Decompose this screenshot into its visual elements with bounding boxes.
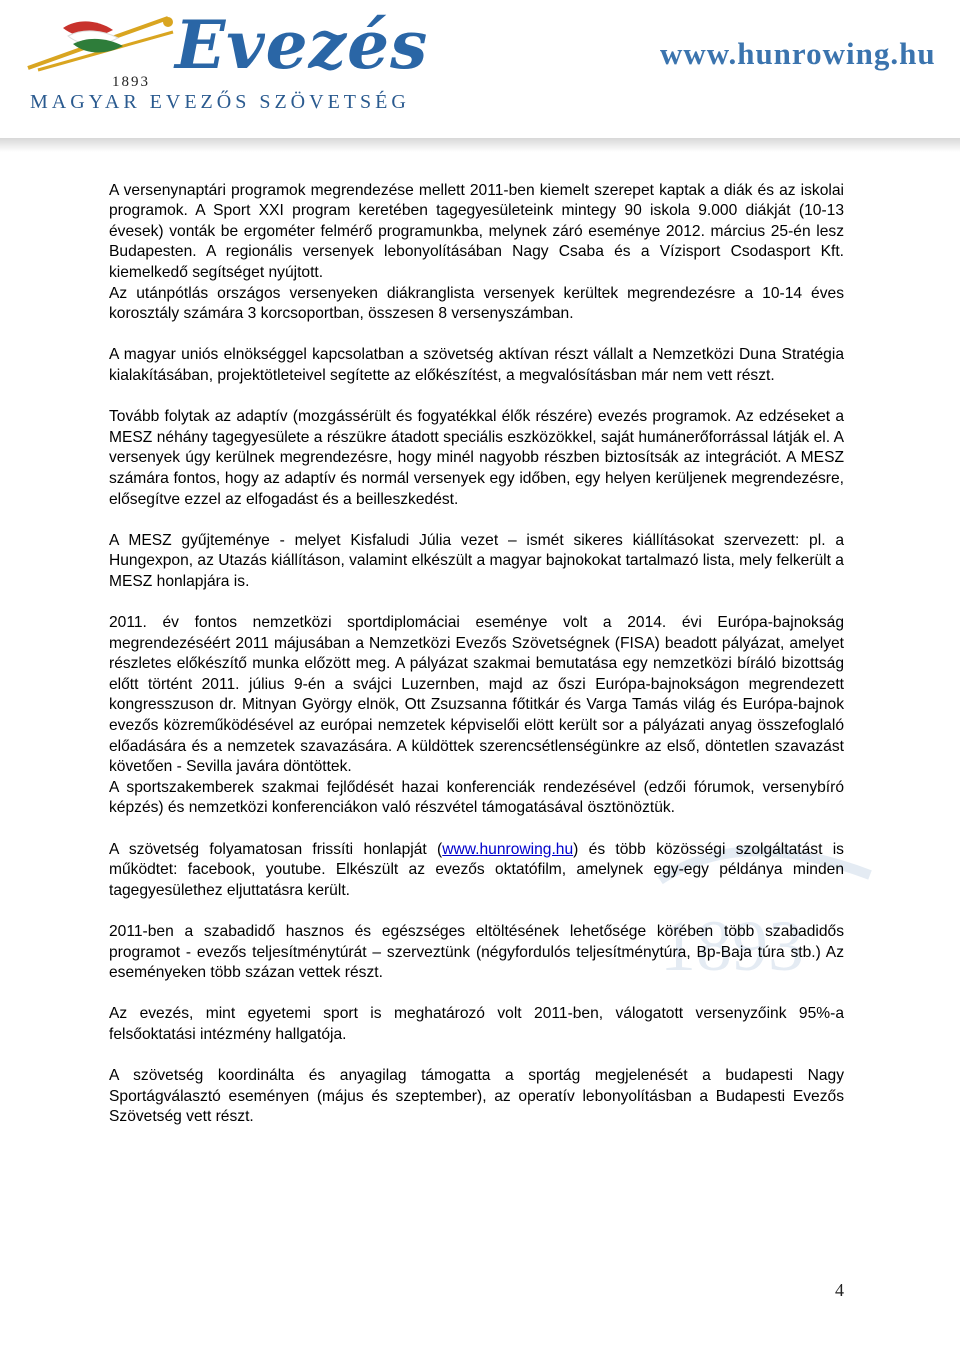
paragraph: A MESZ gyűjteménye - melyet Kisfaludi Júlia vezet – ismét sikeres kiállításokat szervezett: pl. a Hungexpon, az Utazás kiállításon, valamint elkészült a magyar bajnokokat tartalmazó lista, mely felkerült a MESZ honlapjára is. — [109, 531, 844, 590]
paragraph: 2011-ben a szabadidő hasznos és egészséges eltöltésének lehetősége körében több szabadidős programot - evezős teljesítménytúrát – szerveztünk (négyfordulós teljesítménytúra, Bp-Baja túra stb.) Az eseményeken több százan vettek részt. — [109, 922, 844, 982]
page-number: 4 — [835, 1280, 844, 1300]
paragraph: A versenynaptári programok megrendezése mellett 2011-ben kiemelt szerepet kaptak a diák és az iskolai programok. A Sport XXI program keretében tagegyesületeink mintegy 90 iskola 9.000 diákját (10-13 évesek) vonták be ergométer felmérő programunkba, melynek záró eseménye 2012. március 25-én lesz Budapesten. A regionális versenyek lebonyolításában Nagy Csaba és a Vízisport Csodasport Kft. kiemelkedő segítséget nyújtott. — [109, 181, 844, 281]
paragraph: A magyar uniós elnökséggel kapcsolatban a szövetség aktívan részt vállalt a Nemzetközi Duna Stratégia kialakításában, projektötleteivel segítette az előkészítést, a megvalósításban már nem vett részt. — [109, 346, 844, 384]
website-url: www.hunrowing.hu — [660, 36, 936, 71]
rowing-logo-icon — [18, 8, 178, 88]
paragraph: 2011. év fontos nemzetközi sportdiplomáciai eseménye volt a 2014. évi Európa-bajnokság megrendezéséért 2011 májusában a Nemzetközi Evezős Szövetségnek (FISA) beadott pályázat, amelyet részletes előkészítő munka előzött meg. A pályázat szakmai bemutatása egy nemzetközi bíráló bizottság előtt történt 2011. július 9-én a svájci Luzernben, majd az őszi Európa-bajnokságon megrendezett kongresszuson dr. Mitnyan György elnök, Ott Zsuzsanna főtitkár és Varga Tamás világ és Európa-bajnok evezős közreműködésével az európai nemzetek képviselői elött került sor a pályázati anyag összefoglaló előadására és a nemzetek szavazására. A küldöttek szerencsétlenségünkre az első, döntetlen szavazást követően - Sevilla javára döntöttek. — [109, 614, 844, 776]
watermark-year: 1893 — [660, 906, 804, 986]
website-link[interactable]: www.hunrowing.hu — [442, 840, 574, 858]
text-span: ) és több közösségi szolgáltatást is működtet: facebook, youtube. Elkészült az evezős oktatófilm, amelynek egy-egy példánya minden tagegyesülethez eljuttatásra került. — [109, 840, 844, 899]
document-body — [109, 160, 844, 1128]
text-span: A szövetség folyamatosan frissíti honlapját ( — [109, 840, 443, 858]
paragraph: A szövetség koordinálta és anyagilag támogatta a sportág megjelenését a budapesti Nagy Sportágválasztó eseményen (május és szeptember), az operatív lebonyolításban a Budapesti Evezős Szövetség vett részt. — [109, 1067, 844, 1126]
paragraph: A sportszakemberek szakmai fejlődését hazai konferenciák rendezésével (edzői fórumok, versenybíró képzés) és nemzetközi konferenciákon való részvétel támogatásával ösztönöztük. — [109, 778, 844, 817]
page-header — [0, 0, 960, 160]
paragraph: Az evezés, mint egyetemi sport is meghatározó volt 2011-ben, válogatott versenyzőink 95%-a felsőoktatási intézmény hallgatója. — [109, 1005, 844, 1043]
brand-title: Evezés — [175, 6, 429, 84]
paragraph: Tovább folytak az adaptív (mozgássérült és fogyatékkal élők részére) evezés programok. Az edzéseket a MESZ néhány tagegyesülete a részükre átadott speciális eszközökkel, saját humánerőforrással látják el. A versenyek úgy kerülnek megrendezésre, hogy minél nagyobb részben biztosítsák az integrációt. A MESZ számára fontos, hogy az adaptív és normál versenyek egy időben, egy helyen kerüljenek megrendezésre, elősegítve ezzel az elfogadást és a beilleszkedést. — [109, 408, 844, 508]
paragraph-with-link — [109, 840, 844, 902]
organization-name: MAGYAR EVEZŐS SZÖVETSÉG — [30, 91, 410, 113]
paragraph: Az utánpótlás országos versenyeken diákranglista versenyek kerültek megrendezésre a 10-14 éves korosztály számára 3 korcsoportban, összesen 8 versenyszámban. — [109, 284, 844, 323]
header-divider — [0, 138, 960, 152]
founding-year: 1893 — [112, 74, 150, 90]
